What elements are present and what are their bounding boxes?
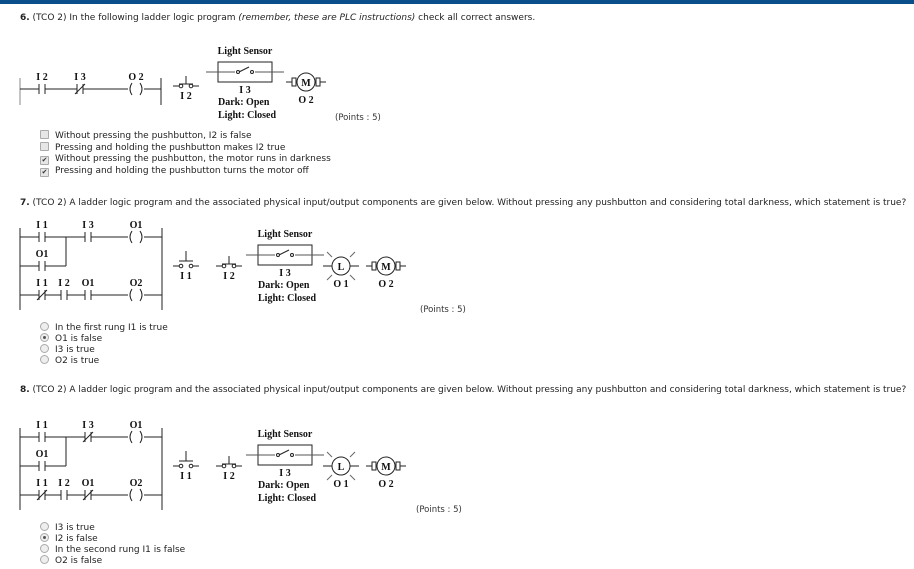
motor-label: O 2 xyxy=(378,479,394,490)
contact-gap xyxy=(61,489,67,501)
nc-contact-label: I 1 xyxy=(36,478,48,489)
no-contact-label: O1 xyxy=(35,449,49,460)
option-label[interactable]: Without pressing the pushbutton, I2 is false xyxy=(55,131,252,141)
no-contact-label: O1 xyxy=(35,249,49,260)
sensor-light-state: Light: Closed xyxy=(258,493,317,504)
contact-gap xyxy=(85,231,91,243)
sensor-dark-state: Dark: Open xyxy=(258,280,310,291)
option-label[interactable]: In the second rung I1 is false xyxy=(55,545,186,555)
switch-terminal xyxy=(251,71,254,74)
lamp-ray xyxy=(350,452,355,457)
contact-gap xyxy=(39,231,45,243)
contact-gap xyxy=(39,460,45,472)
sensor-label: I 3 xyxy=(279,268,291,279)
pb-terminal xyxy=(222,464,226,468)
question-text: (TCO 2) A ladder logic program and the associated physical input/output components are given below. Without pressing any pushbutton and considering total darkness, which statement is true? xyxy=(29,385,907,395)
motor-brush xyxy=(396,462,400,470)
nc-contact-label: I 1 xyxy=(36,278,48,289)
light-sensor-title: Light Sensor xyxy=(257,429,313,440)
no-contact-label: I 2 xyxy=(58,278,70,289)
option-label[interactable]: O2 is true xyxy=(55,356,100,366)
coil-label: O 2 xyxy=(128,72,144,83)
motor-brush xyxy=(396,262,400,270)
coil-label: O1 xyxy=(129,220,143,231)
motor-symbol: M xyxy=(381,262,391,273)
lamp-ray xyxy=(350,275,355,280)
lamp-label: O 1 xyxy=(333,279,349,290)
sensor-light-state: Light: Closed xyxy=(218,110,277,121)
question-text: check all correct answers. xyxy=(415,13,536,23)
option-label[interactable]: O1 is false xyxy=(55,334,103,344)
question-number: 8. xyxy=(20,385,30,395)
option-label[interactable]: I2 is false xyxy=(55,534,98,544)
lamp-symbol: L xyxy=(337,262,345,273)
no-contact-label: I 1 xyxy=(36,220,48,231)
pb-terminal xyxy=(179,464,183,468)
nc-contact-label: I 3 xyxy=(74,72,86,83)
pb-terminal xyxy=(232,264,236,268)
light-sensor-title: Light Sensor xyxy=(257,229,313,240)
pb-terminal xyxy=(222,264,226,268)
lamp-label: O 1 xyxy=(333,479,349,490)
motor-label: O 2 xyxy=(298,95,314,106)
motor-brush xyxy=(292,78,296,86)
contact-gap xyxy=(39,260,45,272)
pushbutton-label: I 2 xyxy=(223,471,235,482)
points-label: (Points : 5) xyxy=(420,305,466,315)
question-number: 7. xyxy=(20,198,30,208)
lamp-ray xyxy=(350,475,355,480)
option-label[interactable]: I3 is true xyxy=(55,523,95,533)
checkbox[interactable]: ✔ xyxy=(41,168,48,176)
coil-label: O2 xyxy=(129,278,143,289)
motor-symbol: M xyxy=(301,78,311,89)
lamp-ray xyxy=(327,252,332,257)
motor-brush xyxy=(372,462,376,470)
nc-contact-label: O1 xyxy=(81,478,95,489)
points-label: (Points : 5) xyxy=(335,113,381,123)
coil-label: O2 xyxy=(129,478,143,489)
option-label[interactable]: In the first rung I1 is true xyxy=(55,323,168,333)
option-label[interactable]: O2 is false xyxy=(55,556,103,566)
question-number: 6. xyxy=(20,13,30,23)
no-contact-label: I 2 xyxy=(58,478,70,489)
sensor-label: I 3 xyxy=(279,468,291,479)
motor-symbol: M xyxy=(381,462,391,473)
motor-brush xyxy=(316,78,320,86)
option-label[interactable]: Without pressing the pushbutton, the motor runs in darkness xyxy=(55,154,331,164)
sensor-label: I 3 xyxy=(239,85,251,96)
checkbox[interactable]: ✔ xyxy=(41,156,48,164)
question-text: (TCO 2) In the following ladder logic program xyxy=(29,13,239,23)
contact-gap xyxy=(39,431,45,443)
light-sensor-title: Light Sensor xyxy=(217,46,273,57)
pb-terminal xyxy=(189,84,193,88)
pushbutton-label: I 2 xyxy=(180,91,192,102)
pushbutton-label: I 1 xyxy=(180,471,192,482)
pb-terminal xyxy=(179,264,183,268)
option-label[interactable]: Pressing and holding the pushbutton turns the motor off xyxy=(55,166,309,176)
pb-terminal xyxy=(232,464,236,468)
contact-gap xyxy=(61,289,67,301)
pushbutton-label: I 2 xyxy=(223,271,235,282)
sensor-light-state: Light: Closed xyxy=(258,293,317,304)
contact-gap xyxy=(85,289,91,301)
sensor-dark-state: Dark: Open xyxy=(258,480,310,491)
no-contact-label: I 1 xyxy=(36,420,48,431)
question-text: (TCO 2) A ladder logic program and the associated physical input/output components are given below. Without pressing any pushbutton and considering total darkness, which statement is true? xyxy=(29,198,907,208)
lamp-ray xyxy=(327,475,332,480)
pushbutton-label: I 1 xyxy=(180,271,192,282)
lamp-ray xyxy=(350,252,355,257)
lamp-ray xyxy=(327,275,332,280)
motor-label: O 2 xyxy=(378,279,394,290)
no-contact-label: I 3 xyxy=(82,220,94,231)
switch-terminal xyxy=(291,454,294,457)
points-label: (Points : 5) xyxy=(416,505,462,515)
sensor-dark-state: Dark: Open xyxy=(218,97,270,108)
lamp-symbol: L xyxy=(337,462,345,473)
no-contact-label: I 2 xyxy=(36,72,48,83)
no-contact-label: O1 xyxy=(81,278,95,289)
coil-label: O1 xyxy=(129,420,143,431)
pb-terminal xyxy=(179,84,183,88)
pb-terminal xyxy=(189,264,193,268)
nc-contact-label: I 3 xyxy=(82,420,94,431)
motor-brush xyxy=(372,262,376,270)
pb-terminal xyxy=(189,464,193,468)
question-emphasis: (remember, these are PLC instructions) xyxy=(238,13,416,23)
lamp-ray xyxy=(327,452,332,457)
option-label[interactable]: Pressing and holding the pushbutton makes I2 true xyxy=(55,143,286,153)
option-label[interactable]: I3 is true xyxy=(55,345,95,355)
switch-terminal xyxy=(291,254,294,257)
contact-gap xyxy=(39,83,45,95)
